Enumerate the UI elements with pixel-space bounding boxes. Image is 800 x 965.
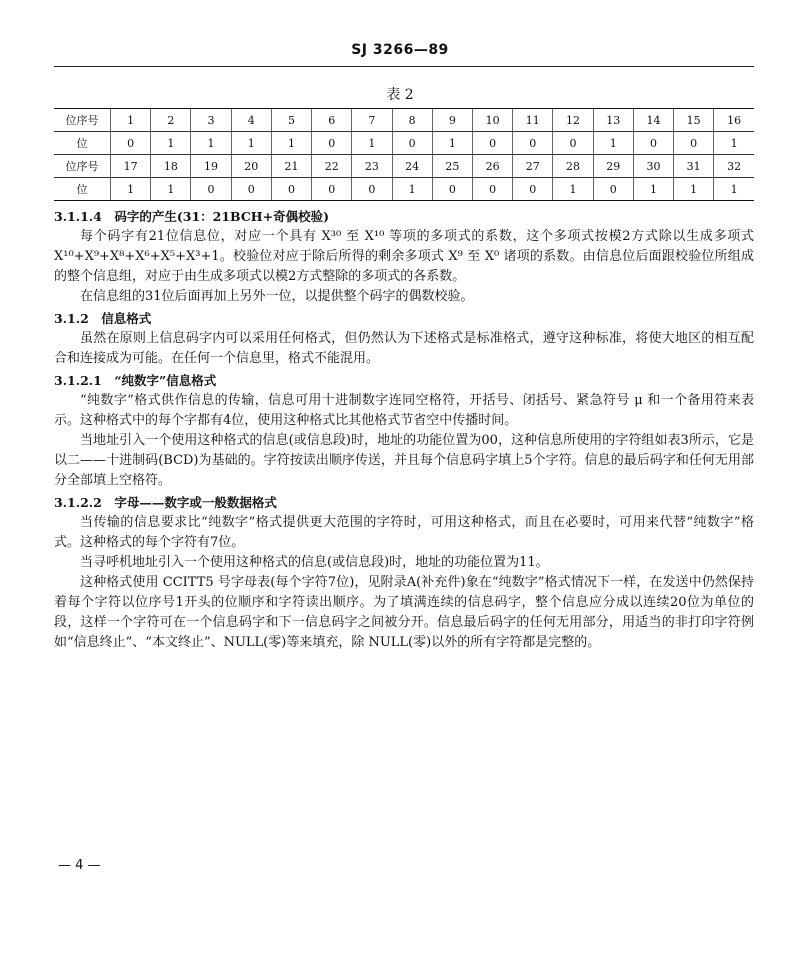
- table-cell: 20: [231, 155, 271, 178]
- paragraph: 在信息组的31位后面再加上另外一位，以提供整个码字的偶数校验。: [80, 289, 474, 304]
- table-cell: 1: [151, 132, 191, 155]
- table-cell: 1: [553, 178, 593, 201]
- row-label: 位序号: [54, 155, 111, 178]
- table-cell: 6: [312, 109, 352, 132]
- table-cell: 5: [271, 109, 311, 132]
- table-cell: 3: [191, 109, 231, 132]
- table-cell: 0: [352, 178, 392, 201]
- table-cell: 1: [633, 178, 673, 201]
- table-cell: 18: [151, 155, 191, 178]
- table-cell: 0: [472, 178, 512, 201]
- row-label: 位序号: [54, 109, 111, 132]
- table-cell: 1: [593, 132, 633, 155]
- table-cell: 16: [714, 109, 754, 132]
- table-cell: 0: [191, 178, 231, 201]
- section-3-1-1-4-heading: 3.1.1.4 码字的产生(31：21BCH+奇偶校验): [54, 209, 329, 224]
- table-cell: 29: [593, 155, 633, 178]
- table-title: 表 2: [386, 87, 414, 103]
- table-cell: 22: [312, 155, 352, 178]
- table-cell: 1: [352, 132, 392, 155]
- table-cell: 11: [513, 109, 553, 132]
- table-cell: 14: [633, 109, 673, 132]
- table-cell: 9: [432, 109, 472, 132]
- table-cell: 1: [714, 132, 754, 155]
- paragraph: 虽然在原则上信息码字内可以采用任何格式，但仍然认为下述格式是标准格式，遵守这种标准，将使大地区的相互配合和连接成为可能。在任何一个信息里，格式不能混用。: [54, 331, 754, 366]
- page-number: — 4 —: [58, 858, 101, 873]
- header-rule: [54, 66, 754, 67]
- table-cell: 1: [392, 178, 432, 201]
- section-3-1-2-heading: 3.1.2 信息格式: [54, 311, 152, 326]
- table-cell: 0: [593, 178, 633, 201]
- table-row: [54, 132, 754, 155]
- paragraph: 每个码字有21位信息位，对应一个具有 X³⁰ 至 X¹⁰ 等项的多项式的系数，这个多项式按模2方式除以生成多项式 X¹⁰+X⁹+X⁸+X⁶+X⁵+X³+1。校验位对应于除后所得的剩余多项式 X⁹ 至 X⁰ 诸项的系数。由信息位后面跟校验位所组成的整个信息组，对应于由生成多项式以模2方式整除的多项式的各系数。: [54, 229, 754, 284]
- table-cell: 19: [191, 155, 231, 178]
- body-text: [54, 207, 754, 653]
- table-cell: 0: [111, 132, 151, 155]
- table-cell: 31: [674, 155, 714, 178]
- table-cell: 1: [111, 178, 151, 201]
- section-3-1-2-2-heading: 3.1.2.2 字母——数字或一般数据格式: [54, 495, 277, 510]
- bit-sequence-table: [54, 108, 754, 201]
- table-cell: 0: [513, 132, 553, 155]
- table-cell: 1: [191, 132, 231, 155]
- table-cell: 1: [714, 178, 754, 201]
- table-cell: 0: [633, 132, 673, 155]
- table-cell: 26: [472, 155, 512, 178]
- table-cell: 10: [472, 109, 512, 132]
- table-cell: 12: [553, 109, 593, 132]
- paragraph: 当地址引入一个使用这种格式的信息(或信息段)时，地址的功能位置为00，这种信息所使用的字符组如表3所示，它是以二——十进制码(BCD)为基础的。字符按读出顺序传送，并且每个信息码字填上5个字符。信息的最后码字和任何无用部分全部填上空格符。: [54, 433, 754, 488]
- paragraph: 当传输的信息要求比“纯数字”格式提供更大范围的字符时，可用这种格式，而且在必要时，可用来代替“纯数字”格式。这种格式的每个字符有7位。: [54, 515, 754, 550]
- table-cell: 25: [432, 155, 472, 178]
- table-cell: 0: [271, 178, 311, 201]
- table-cell: 1: [432, 132, 472, 155]
- table-cell: 0: [312, 178, 352, 201]
- table-cell: 1: [151, 178, 191, 201]
- table-cell: 24: [392, 155, 432, 178]
- table-cell: 15: [674, 109, 714, 132]
- table-cell: 1: [271, 132, 311, 155]
- table-cell: 23: [352, 155, 392, 178]
- table-cell: 0: [472, 132, 512, 155]
- table-cell: 0: [392, 132, 432, 155]
- table-row: [54, 155, 754, 178]
- table-cell: 0: [553, 132, 593, 155]
- table-cell: 27: [513, 155, 553, 178]
- table-cell: 0: [231, 178, 271, 201]
- table-cell: 0: [674, 132, 714, 155]
- table-cell: 1: [111, 109, 151, 132]
- paragraph: “纯数字”格式供作信息的传输，信息可用十进制数字连同空格符，开括号、闭括号、紧急符号 μ 和一个备用符来表示。这种格式中的每个字都有4位，使用这种格式比其他格式节省空中传播时间。: [54, 393, 754, 428]
- table-row: [54, 178, 754, 201]
- table-cell: 0: [432, 178, 472, 201]
- table-cell: 8: [392, 109, 432, 132]
- paragraph: 这种格式使用 CCITT5 号字母表(每个字符7位)，见附录A(补充件)象在“纯数字”格式情况下一样，在发送中仍然保持着每个字符以位序号1开头的位顺序和字符读出顺序。为了填满连续的信息码字，整个信息应分成以连续20位为单位的段，这样一个字符可在一个信息码字和下一信息码字之间被分开。信息最后码字的任何无用部分，用适当的非打印字符例如“信息终止”、“本文终止”、NULL(零)等来填充，除 NULL(零)以外的所有字符都是完整的。: [54, 575, 754, 650]
- table-cell: 1: [231, 132, 271, 155]
- row-label: 位: [54, 178, 111, 201]
- table-cell: 7: [352, 109, 392, 132]
- table-cell: 13: [593, 109, 633, 132]
- table-cell: 0: [312, 132, 352, 155]
- table-cell: 21: [271, 155, 311, 178]
- table-row: [54, 109, 754, 132]
- table-cell: 0: [513, 178, 553, 201]
- table-cell: 1: [674, 178, 714, 201]
- table-cell: 32: [714, 155, 754, 178]
- table-cell: 30: [633, 155, 673, 178]
- standard-code-header: SJ 3266—89: [351, 42, 449, 58]
- table-cell: 28: [553, 155, 593, 178]
- table-cell: 17: [111, 155, 151, 178]
- section-3-1-2-1-heading: 3.1.2.1 “纯数字”信息格式: [54, 373, 217, 388]
- table-cell: 4: [231, 109, 271, 132]
- table-cell: 2: [151, 109, 191, 132]
- paragraph: 当寻呼机地址引入一个使用这种格式的信息(或信息段)时，地址的功能位置为11。: [80, 555, 549, 570]
- row-label: 位: [54, 132, 111, 155]
